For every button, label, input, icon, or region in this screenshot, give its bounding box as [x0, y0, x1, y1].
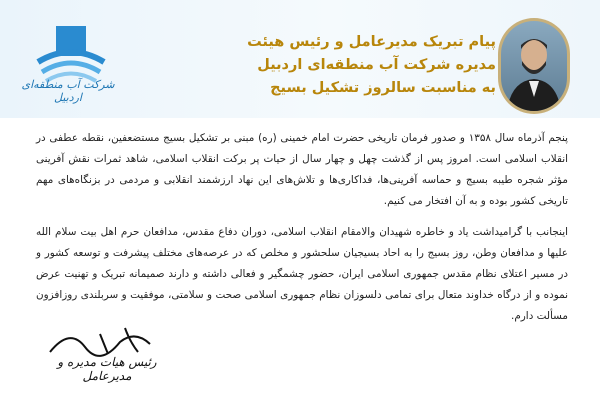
message-paragraph-1: پنجم آذرماه سال ۱۳۵۸ و صدور فرمان تاریخی حضرت امام خمینی (ره) مبنی بر تشکیل بسیج مستضعفین، نقطه عطفی در انقلاب اسلامی است. امروز پس از گذشت چهل و چهار سال از حیات پر برکت انقلاب اسلامی، شاهد ثمرات نقش آفرینی مؤثر شجره طیبه بسیج و حماسه آفرینی‌ها، فداکاری‌ها و تلاش‌های این نهاد ارزشمند انقلابی و مردمی در بزنگاه‌های مهم تاریخی کشور بوده و به آن افتخار می کنیم. — [36, 132, 569, 207]
page-title — [236, 31, 496, 100]
message-paragraph-2: اینجانب با گرامیداشت یاد و خاطره شهیدان والامقام انقلاب اسلامی، دوران دفاع مقدس، مدافعان حرم اهل بیت سلام الله علیها و مدافعان وطن، روز بسیج را به احاد بسیجیان سلحشور و مخلص که در عرصه‌های مختلف پیشرفت و توسعه کشور و در مسیر اعتلای نظام مقدس جمهوری اسلامی ایران، حضور چشمگیر و فعالی داشته و دارند صمیمانه تبریک و تهنیت عرض نموده و از درگاه خداوند متعال برای تمامی دلسوزان نظام جمهوری اسلامی صحت و سلامتی، موفقیت و سربلندی روزافزون مسألت دارم. — [36, 226, 568, 322]
ceo-portrait — [498, 18, 570, 114]
message-body — [36, 128, 568, 337]
signatory-role: رئیس هیات مدیره و مدیرعامل — [57, 355, 157, 383]
title-line-2: مدیره شرکت آب منطقه‌ای اردبیل — [257, 57, 496, 73]
company-name: شرکت آب منطقه‌ای اردبیل — [21, 78, 115, 104]
title-line-3: به مناسبت سالروز تشکیل بسیج — [270, 80, 496, 96]
title-line-1: پیام تبریک مدیرعامل و رئیس هیئت — [247, 34, 496, 50]
